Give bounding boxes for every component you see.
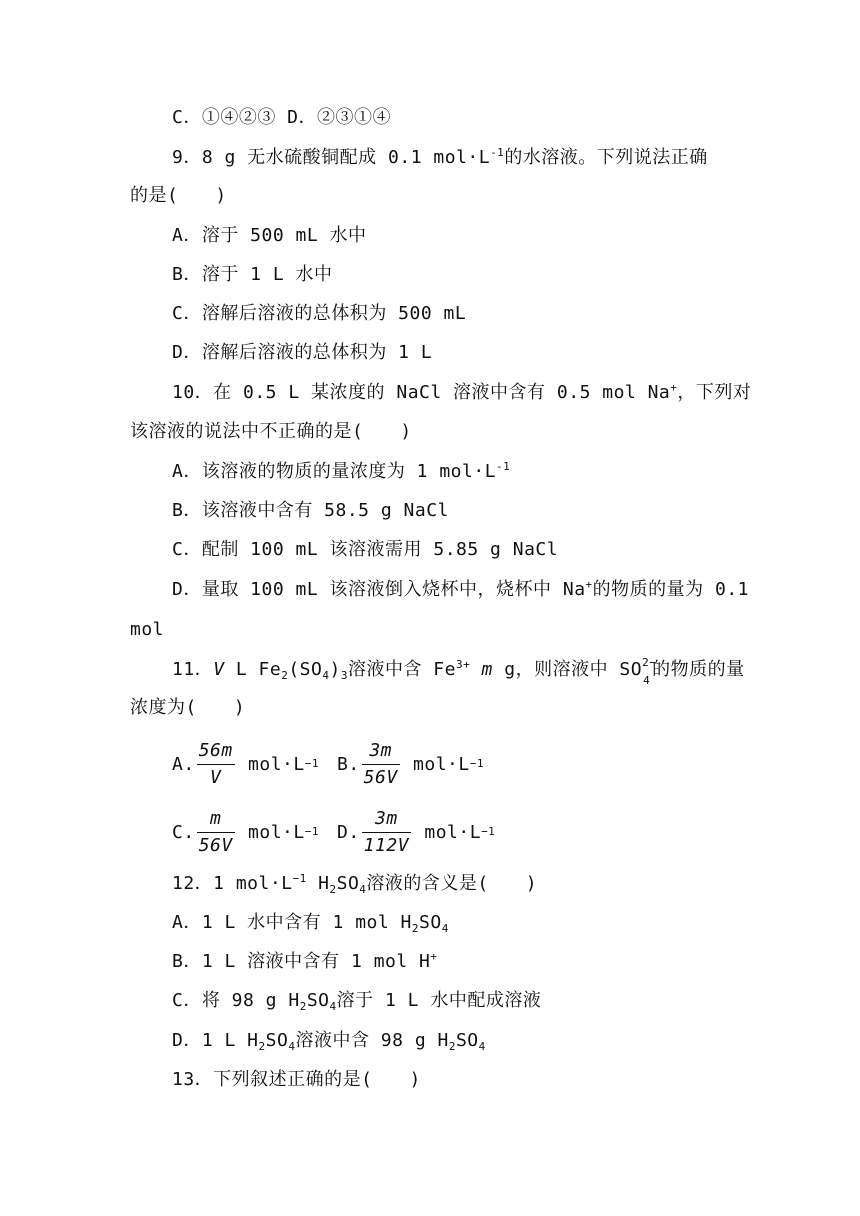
- q10-stem-line1: 10．在 0.5 L 某浓度的 NaCl 溶液中含有 0.5 mol Na+，下列对: [172, 381, 752, 403]
- q9-option-b: B．溶于 1 L 水中: [172, 264, 333, 285]
- q9-stem-line2: 的是( ): [130, 185, 227, 206]
- q10-option-a: A．该溶液的物质的量浓度为 1 $mol\cdot L^{-1}$: [172, 460, 511, 482]
- q12-option-d: D．1 L $H_2SO_4$溶液中含 98 g $H_2SO_4$: [172, 1030, 486, 1053]
- q11-options-ab: A. $\frac{56m}{V}$ mol·L −1 B. $\frac{3m}{56V}$ mol·L −1: [172, 736, 484, 792]
- q11-option-c-fraction: $\frac{m}{56V}$: [198, 807, 233, 856]
- q9-stem-line1: 9．8 g 无水硫酸铜配成 0.1 $mol\cdot L^{-1}$的水溶液。下列说法正确: [172, 146, 708, 168]
- q10-stem-line2: 该溶液的说法中不正确的是( ): [130, 421, 412, 442]
- q12-stem: 12．1 $mol\cdot L^{-1}$ $H_2SO_4$溶液的含义是( ): [172, 872, 538, 896]
- q12-option-c: C．将 98 g $H_2SO_4$溶于 1 L 水中配成溶液: [172, 990, 542, 1013]
- q9-option-a: A．溶于 500 mL 水中: [172, 225, 367, 246]
- q10-option-d-line2: mol: [130, 619, 165, 640]
- q11-option-a-fraction: $\frac{56m}{V}$: [198, 739, 233, 788]
- q10-option-c: C．配制 100 mL 该溶液需用 5.85 g NaCl: [172, 539, 559, 560]
- q11-option-d-fraction: $\frac{3m}{112V}$: [363, 807, 410, 856]
- q9-option-d: D．溶解后溶液的总体积为 1 L: [172, 342, 433, 363]
- q10-option-d-line1: D．量取 100 mL 该溶液倒入烧杯中，烧杯中 Na+的物质的量为 0.1: [172, 578, 750, 600]
- q11-stem-line1: 11．V L $Fe_2(SO_4)_3$溶液中含 $Fe^{3+}$ m g，则溶液中 SO 2− 4 的物质的量: [172, 656, 745, 687]
- q11-stem-line2: 浓度为( ): [130, 697, 246, 718]
- q12-option-a: A．1 L 水中含有 1 mol $H_2SO_4$: [172, 912, 449, 935]
- q13-stem: 13．下列叙述正确的是( ): [172, 1069, 421, 1090]
- q11-options-cd: C. $\frac{m}{56V}$ mol·L −1 D. $\frac{3m}{112V}$ mol·L −1: [172, 804, 495, 860]
- q9-option-c: C．溶解后溶液的总体积为 500 mL: [172, 303, 467, 324]
- q11-option-b-fraction: $\frac{3m}{56V}$: [363, 739, 398, 788]
- q10-option-b: B．该溶液中含有 58.5 g NaCl: [172, 500, 449, 521]
- q8-options: C．①④②③ D．②③①④: [172, 107, 392, 128]
- q12-option-b: B．1 L 溶液中含有 1 mol H+: [172, 950, 438, 972]
